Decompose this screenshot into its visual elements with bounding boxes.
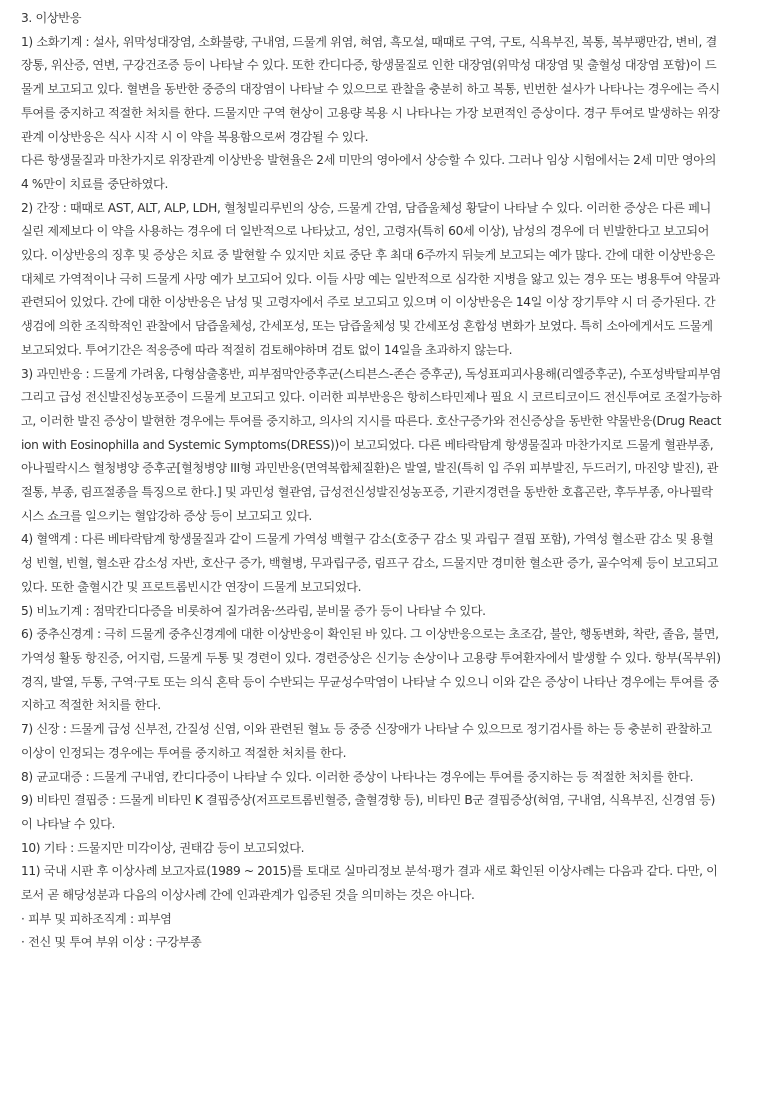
list-item-systemic: · 전신 및 투여 부위 이상 : 구강부종	[21, 935, 202, 950]
paragraph-other: 10) 기타 : 드물지만 미각이상, 권태감 등이 보고되었다.	[21, 840, 305, 855]
paragraph-urinary: 5) 비뇨기계 : 점막칸디다증을 비롯하여 질가려움·쓰라림, 분비물 증가 등이 나타날 수 있다.	[21, 603, 486, 618]
paragraph-gastrointestinal: 1) 소화기계 : 설사, 위막성대장염, 소화불량, 구내염, 드물게 위염, 혀염, 흑모설, 때때로 구역, 구토, 식욕부진, 복통, 복부팽만감, 변비, 결장통, 위산증, 연변, 구강건조증 등이 나타날 수 있다. 또한 칸디다증, 항생물질로 인한 대장염(위막성 대장염 및 출혈성 대장염 포함)이 드물게 보고되고 있다. 혈변을 동반한 중증의 대장염이 나타날 수 있으므로 관찰을 충분히 하고 복통, 빈번한 설사가 나타나는 경우에는 즉시 투여를 중지하고 적절한 처치를 한다. 드물지만 구역 현상이 고용량 복용 시 나타나는 가장 보편적인 증상이다. 경구 투여로 발생하는 위장관계 이상반응은 식사 시작 시 이 약을 복용함으로써 경감될 수 있다.	[21, 34, 720, 144]
paragraph-cns: 6) 중추신경계 : 극히 드물게 중추신경계에 대한 이상반응이 확인된 바 있다. 그 이상반응으로는 초조감, 불안, 행동변화, 착란, 졸음, 불면, 가역성 활동 항진증, 어지럼, 드물게 두통 및 경련이 있다. 경련증상은 신기능 손상이나 고용량 투여환자에서 발생할 수 있다. 항부(목부위)경직, 발열, 두통, 구역·구토 또는 의식 혼탁 등이 수반되는 무균성수막염이 나타날 수 있으니 이와 같은 증상이 나타난 경우에는 투여를 중지하고 적절한 처치를 한다.	[21, 627, 721, 713]
paragraph-liver: 2) 간장 : 때때로 AST, ALT, ALP, LDH, 혈청빌리루빈의 상승, 드물게 간염, 담즙울체성 황달이 나타날 수 있다. 이러한 증상은 다른 페니실린 제제보다 이 약을 사용하는 경우에 더 일반적으로 나타났고, 성인, 고령자(특히 60세 이상), 남성의 경우에 더 빈발한다고 보고되어 있다. 이상반응의 징후 및 증상은 치료 중 발현할 수 있지만 치료 중단 후 최대 6주까지 뒤늦게 보고되는 예가 많다. 간에 대한 이상반응은 대체로 가역적이나 극히 드물게 사망 예가 보고되어 있다. 이들 사망 예는 일반적으로 심각한 지병을 앓고 있는 경우 또는 병용투여 약물과 관련되어 있었다. 간에 대한 이상반응은 남성 및 고령자에서 주로 보고되고 있으며 이 이상반응은 14일 이상 장기투약 시 더 증가된다. 간생검에 의한 조직학적인 관찰에서 담즙울체성, 간세포성, 또는 담즙울체성 및 간세포성 혼합성 변화가 보였다. 특히 소아에게서도 드물게 보고되었다. 투여기간은 적응증에 따라 적절히 검토해야하며 검토 없이 14일을 초과하지 않는다.	[21, 200, 720, 357]
paragraph-postmarketing: 11) 국내 시판 후 이상사례 보고자료(1989 ~ 2015)를 토대로 실마리정보 분석·평가 결과 새로 확인된 이상사례는 다음과 같다. 다만, 이로서 곧 해당성분과 다음의 이상사례 간에 인과관계가 입증된 것을 의미하는 것은 아니다.	[21, 864, 718, 903]
paragraph-kidney: 7) 신장 : 드물게 급성 신부전, 간질성 신염, 이와 관련된 혈뇨 등 중증 신장애가 나타날 수 있으므로 정기검사를 하는 등 충분히 관찰하고 이상이 인정되는 경우에는 투여를 중지하고 적절한 처치를 한다.	[21, 722, 712, 760]
list-item-skin: · 피부 및 피하조직계 : 피부염	[21, 911, 172, 926]
paragraph-hypersensitivity: 3) 과민반응 : 드물게 가려움, 다형삼출홍반, 피부점막안증후군(스티븐스-존슨 증후군), 독성표피괴사용해(리엘증후군), 수포성박탈피부염 그리고 급성 전신발진성농포증이 드물게 보고되고 있다. 이러한 피부반응은 항히스타민제나 필요 시 코르티코이드 전신투여로 조절가능하고, 이러한 발진 증상이 발현한 경우에는 투여를 중지하고, 의사의 지시를 따른다. 호산구증가와 전신증상을 동반한 약물반응(Drug Reaction with Eosinophilla and Systemic Symptoms(DRESS))이 보고되었다. 다른 베타락탐계 항생물질과 마찬가지로 드물게 혈관부종, 아나필락시스 혈청병양 증후군[혈청병양 III형 과민반응(면역복합체질환)은 발열, 발진(특히 입 주위 피부발진, 두드러기, 마진양 발진), 관절통, 부종, 림프절종을 특징으로 한다.] 및 과민성 혈관염, 급성전신성발진성농포증, 기관지경련을 동반한 호흡곤란, 후두부종, 아나필락시스 쇼크를 일으키는 혈압강하 증상 등이 보고되고 있다.	[21, 366, 722, 523]
paragraph-infant-note: 다른 항생물질과 마찬가지로 위장관계 이상반응 발현율은 2세 미만의 영아에서 상승할 수 있다. 그러나 임상 시험에서는 2세 미만 영아의 4 %만이 치료를 중단하였다.	[21, 153, 717, 191]
paragraph-vitamin: 9) 비타민 결핍증 : 드물게 비타민 K 결핍증상(저프로트롬빈혈증, 출혈경향 등), 비타민 B군 결핍증상(혀염, 구내염, 식욕부진, 신경염 등)이 나타날 수 있다.	[21, 793, 715, 831]
paragraph-blood: 4) 혈액계 : 다른 베타락탐계 항생물질과 같이 드물게 가역성 백혈구 감소(호중구 감소 및 과립구 결핍 포함), 가역성 혈소판 감소 및 용혈성 빈혈, 빈혈, 혈소판 감소성 자반, 호산구 증가, 백혈병, 무과립구증, 림프구 감소, 드물지만 경미한 혈소판 증가, 골수억제 등이 보고되고 있다. 또한 출혈시간 및 프로트롬빈시간 연장이 드물게 보고되었다.	[21, 532, 719, 594]
paragraph-superinfection: 8) 균교대증 : 드물게 구내염, 칸디다증이 나타날 수 있다. 이러한 증상이 나타나는 경우에는 투여를 중지하는 등 적절한 처치를 한다.	[21, 769, 694, 784]
section-heading: 3. 이상반응	[21, 11, 82, 25]
document-body	[21, 7, 722, 955]
